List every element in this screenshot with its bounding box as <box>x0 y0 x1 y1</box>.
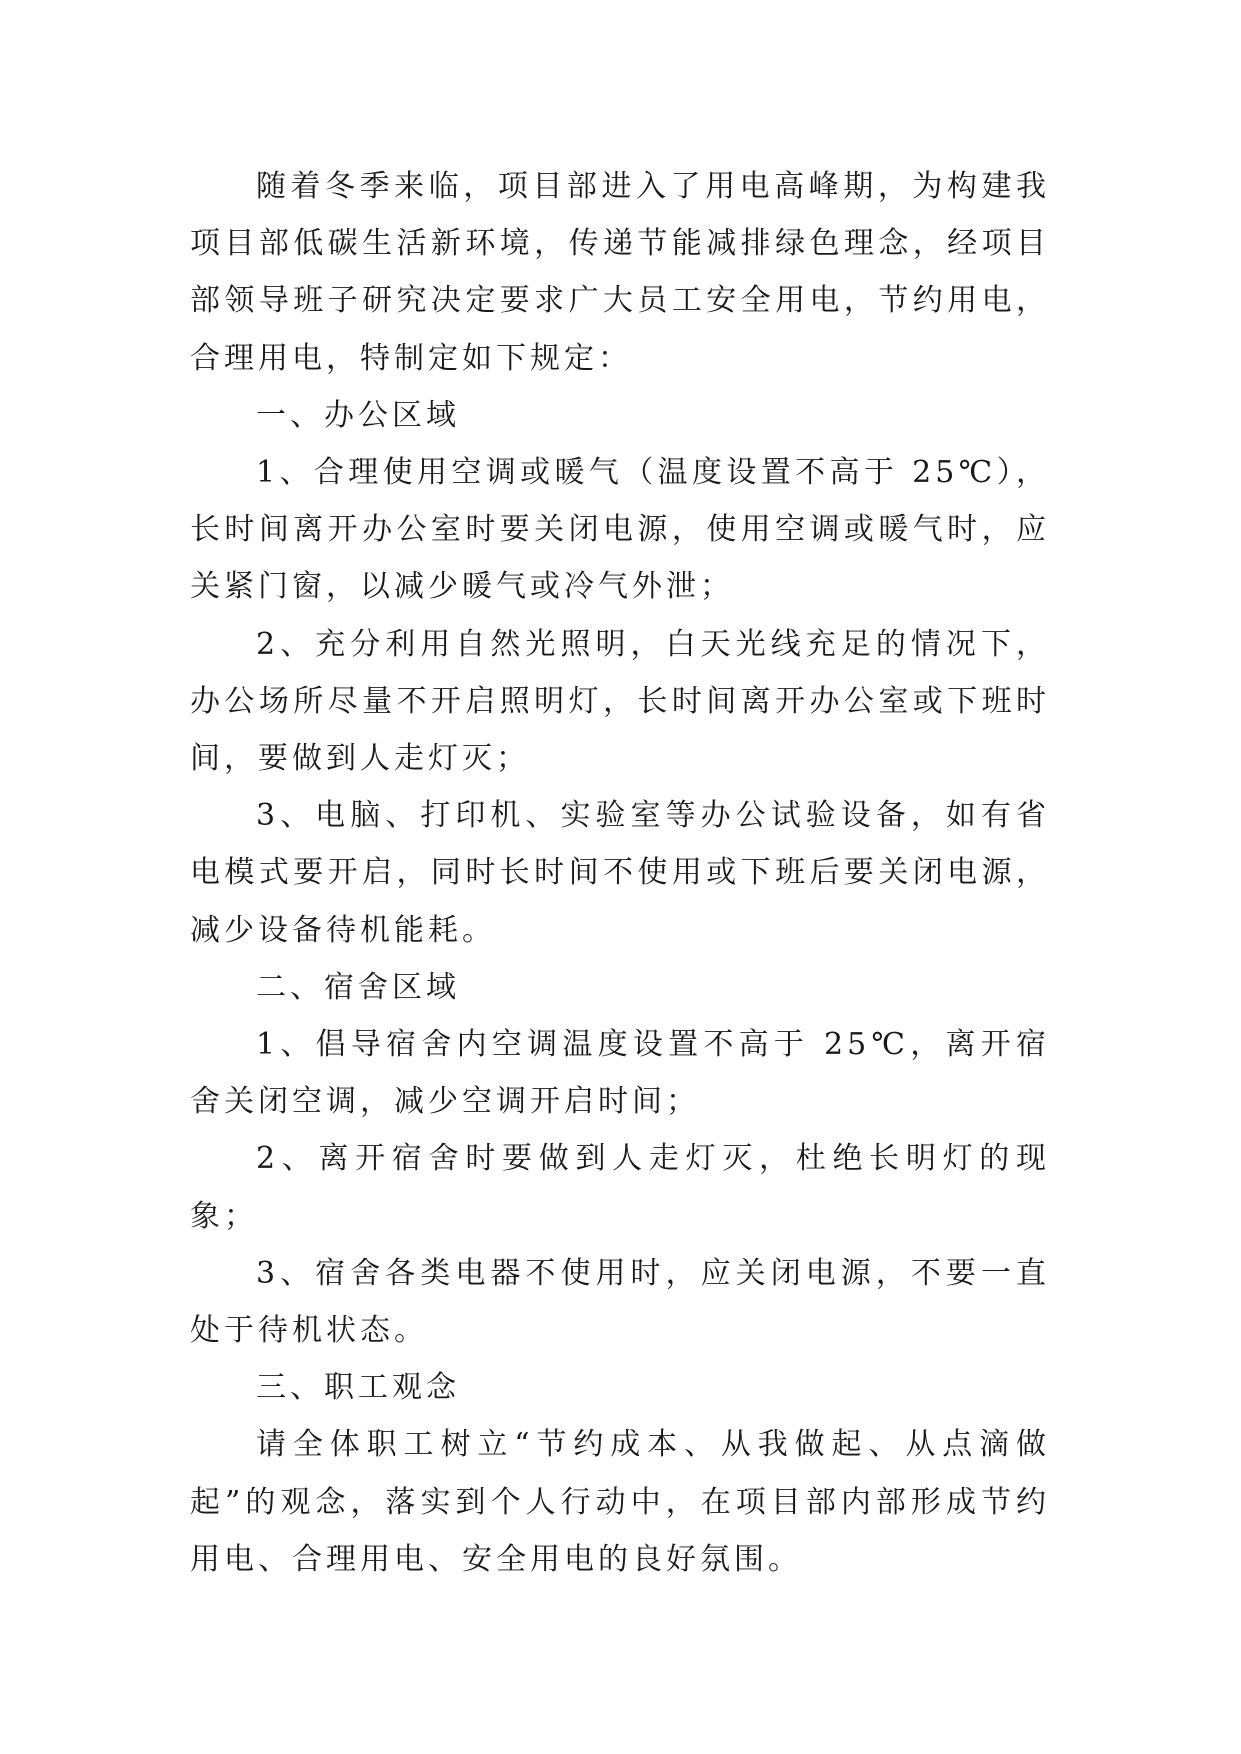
document-body <box>190 158 1050 1588</box>
office-rule-2: 2、充分利用自然光照明，白天光线充足的情况下，办公场所尽量不开启照明灯，长时间离开办公室或下班时间，要做到人走灯灭； <box>190 626 1050 777</box>
section-heading-dormitory: 二、宿舍区域 <box>256 969 460 1005</box>
office-rule-3: 3、电脑、打印机、实验室等办公试验设备，如有省电模式要开启，同时长时间不使用或下班后要关闭电源，减少设备待机能耗。 <box>190 798 1050 948</box>
section-heading-staff: 三、职工观念 <box>256 1370 460 1406</box>
intro-paragraph: 随着冬季来临，项目部进入了用电高峰期，为构建我项目部低碳生活新环境，传递节能减排绿色理念，经项目部领导班子研究决定要求广大员工安全用电，节约用电，合理用电，特制定如下规定： <box>190 169 1050 376</box>
section-heading-office: 一、办公区域 <box>256 397 460 433</box>
dormitory-rule-2: 2、离开宿舍时要做到人走灯灭，杜绝长明灯的现象； <box>190 1141 1050 1234</box>
dormitory-rule-3: 3、宿舍各类电器不使用时，应关闭电源，不要一直处于待机状态。 <box>190 1255 1050 1349</box>
dormitory-rule-1: 1、倡导宿舍内空调温度设置不高于 25℃，离开宿舍关闭空调，减少空调开启时间； <box>190 1027 1050 1120</box>
office-rule-1: 1、合理使用空调或暖气（温度设置不高于 25℃），长时间离开办公室时要关闭电源，使用空调或暖气时，应关紧门窗，以减少暖气或冷气外泄； <box>190 455 1050 605</box>
staff-concept-paragraph: 请全体职工树立“节约成本、从我做起、从点滴做起”的观念，落实到个人行动中，在项目部内部形成节约用电、合理用电、安全用电的良好氛围。 <box>190 1427 1050 1577</box>
